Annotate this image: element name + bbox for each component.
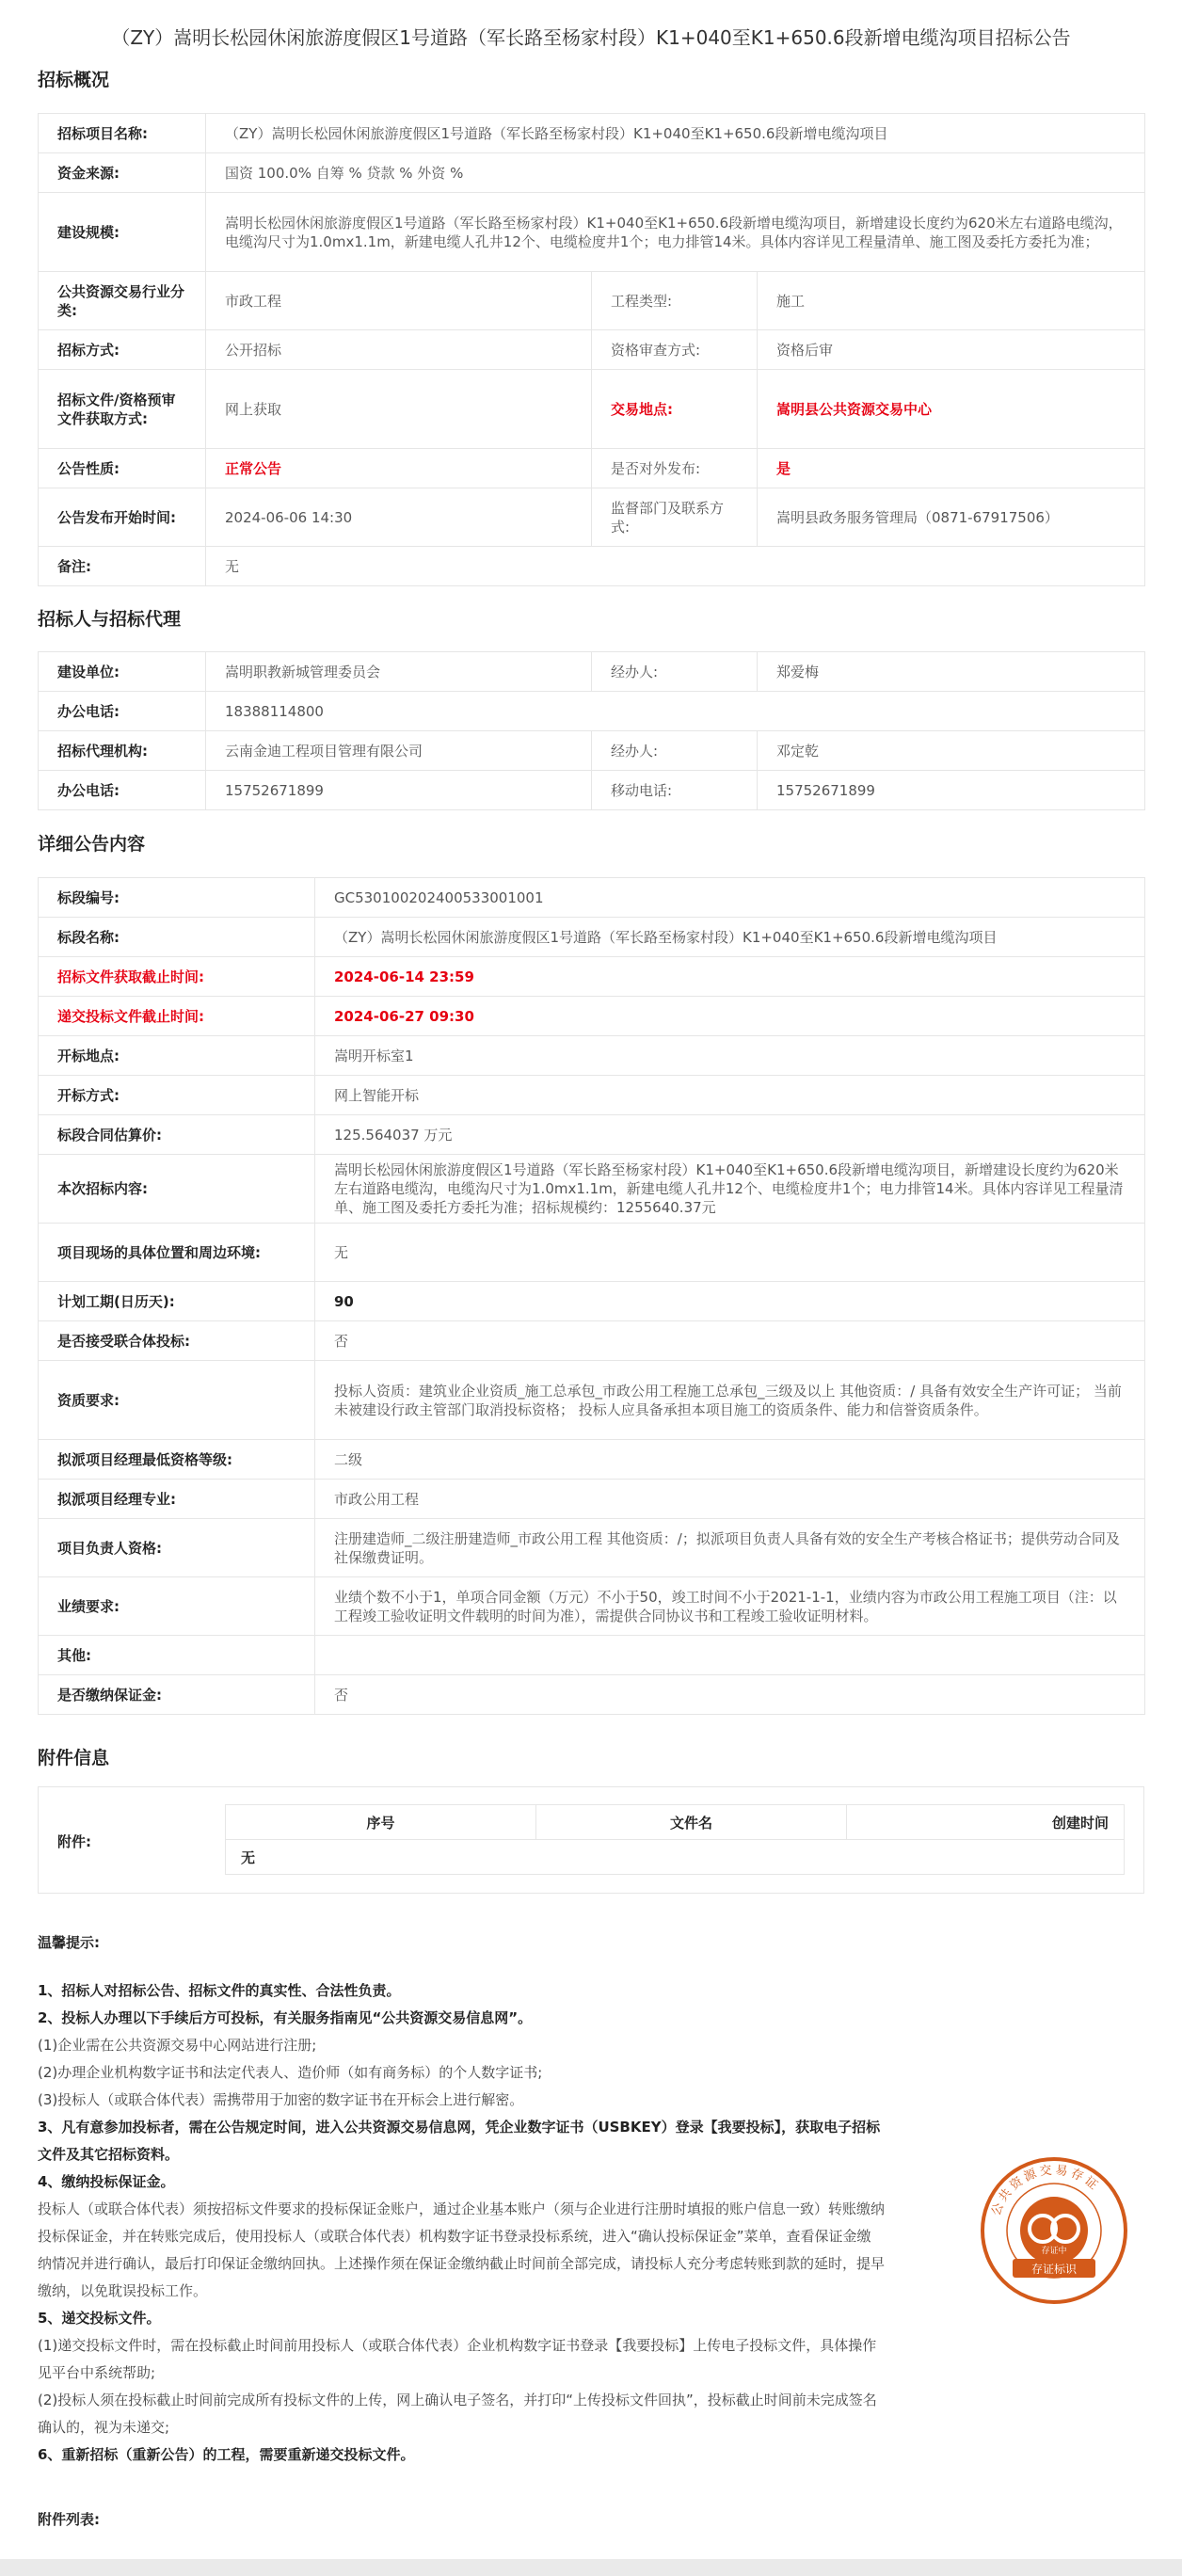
attach-list-label: 附件列表:	[38, 2511, 100, 2528]
detail-value: 网上智能开标	[315, 1076, 1145, 1115]
qual-review-value: 资格后审	[758, 330, 1145, 370]
project-name-value: （ZY）嵩明长松园休闲旅游度假区1号道路（军长路至杨家村段）K1+040至K1+650.6段新增电缆沟项目	[206, 114, 1145, 153]
method-label: 招标方式:	[39, 330, 206, 370]
detail-value: 否	[315, 1675, 1145, 1715]
detail-label: 标段名称:	[39, 918, 315, 957]
qual-review-label: 资格审查方式:	[592, 330, 758, 370]
note-line: (1)递交投标文件时，需在投标截止时间前用投标人（或联合体代表）企业机构数字证书登录【我要投标】上传电子投标文件，具体操作见平台中系统帮助;	[38, 2337, 877, 2381]
detail-value: 90	[315, 1282, 1145, 1321]
detail-label: 开标地点:	[39, 1036, 315, 1076]
detail-row	[39, 878, 1145, 918]
public-value: 是	[758, 449, 1145, 488]
nature-value: 正常公告	[206, 449, 592, 488]
handler-label: 经办人:	[592, 652, 758, 692]
col-time: 创建时间	[847, 1805, 1125, 1840]
detail-label: 其他:	[39, 1636, 315, 1675]
detail-value: 否	[315, 1321, 1145, 1361]
detail-label: 本次招标内容:	[39, 1155, 315, 1224]
detail-label: 标段编号:	[39, 878, 315, 918]
phone-label: 办公电话:	[39, 692, 206, 731]
detail-row	[39, 1224, 1145, 1282]
doc-get-value: 网上获取	[206, 370, 592, 449]
detail-value: 2024-06-14 23:59	[315, 957, 1145, 997]
place-value: 嵩明县公共资源交易中心	[758, 370, 1145, 449]
note-line: 2、投标人办理以下手续后方可投标，有关服务指南见“公共资源交易信息网”。	[38, 2009, 533, 2026]
detail-value: 125.564037 万元	[315, 1115, 1145, 1155]
public-label: 是否对外发布:	[592, 449, 758, 488]
detail-label: 拟派项目经理最低资格等级:	[39, 1440, 315, 1480]
category-label: 公共资源交易行业分类:	[39, 272, 206, 330]
agency-phone-label: 办公电话:	[39, 771, 206, 810]
detail-value: 投标人资质：建筑业企业资质_施工总承包_市政公用工程施工总承包_三级及以上 其他资质：/ 具备有效安全生产许可证； 当前未被建设行政主管部门取消投标资格； 投标人应具备承担本项目施工的资质条件、能力和信誉资质条件。	[315, 1361, 1145, 1440]
builder-value: 嵩明职教新城管理委员会	[206, 652, 592, 692]
detail-label: 资质要求:	[39, 1361, 315, 1440]
detail-row	[39, 1036, 1145, 1076]
seal-ring-text: 公共资源交易存证	[989, 2163, 1103, 2218]
section-heading-overview: 招标概况	[38, 70, 110, 90]
detail-value	[315, 1636, 1145, 1675]
handler-value: 郑爱梅	[758, 652, 1145, 692]
section-heading-attachments: 附件信息	[38, 1748, 110, 1768]
note-line: (2)投标人须在投标截止时间前完成所有投标文件的上传，网上确认电子签名，并打印“上传投标文件回执”，投标截止时间前未完成签名确认的，视为未递交;	[38, 2392, 877, 2436]
detail-row	[39, 1076, 1145, 1115]
agency-handler-value: 邓定乾	[758, 731, 1145, 771]
detail-label: 开标方式:	[39, 1076, 315, 1115]
detail-label: 拟派项目经理专业:	[39, 1480, 315, 1519]
attachment-table	[225, 1804, 1125, 1875]
detail-value: GC5301002024005330​01001	[315, 878, 1145, 918]
pub-time-label: 公告发布开始时间:	[39, 488, 206, 547]
detail-value: 无	[315, 1224, 1145, 1282]
scale-value: 嵩明长松园休闲旅游度假区1号道路（军长路至杨家村段）K1+040至K1+650.6段新增电缆沟项目，新增建设长度约为620米左右道路电缆沟，电缆沟尺寸为1.0mx1.1m，新建电缆人孔井12个、电缆检度井1个；电力排管14米。具体内容详见工程量清单、施工图及委托方委托为准；	[206, 193, 1145, 272]
detail-label: 递交投标文件截止时间:	[39, 997, 315, 1036]
detail-value: 市政公用工程	[315, 1480, 1145, 1519]
phone-value: 18388114800	[206, 692, 1145, 731]
col-name: 文件名	[536, 1805, 847, 1840]
notes	[38, 1929, 885, 2534]
detail-value: 嵩明开标室1	[315, 1036, 1145, 1076]
scale-label: 建设规模:	[39, 193, 206, 272]
detail-row	[39, 1577, 1145, 1636]
pub-time-value: 2024-06-06 14:30	[206, 488, 592, 547]
detail-label: 计划工期(日历天):	[39, 1282, 315, 1321]
remark-label: 备注:	[39, 547, 206, 586]
note-line: 投标人（或联合体代表）须按招标文件要求的投标保证金账户，通过企业基本账户（须与企业进行注册时填报的账户信息一致）转账缴纳投标保证金，并在转账完成后，使用投标人（或联合体代表）机构数字证书登录投标系统，进入“确认投标保证金”菜单，查看保证金缴纳情况并进行确认，最后打印保证金缴纳回执。上述操作须在保证金缴纳截止时间前全部完成，请投标人充分考虑转账到款的延时，提早缴纳，以免耽误投标工作。	[38, 2200, 886, 2299]
note-line: (1)企业需在公共资源交易中心网站进行注册;	[38, 2037, 317, 2054]
note-line: (3)投标人（或联合体代表）需携带用于加密的数字证书在开标会上进行解密。	[38, 2091, 524, 2108]
detail-value: 业绩个数不小于1，单项合同金额（万元）不小于50，竣工时间不小于2021-1-1，业绩内容为市政公用工程施工项目（注：以工程竣工验收证明文件载明的时间为准），需提供合同协议书和工程竣工验收证明材料。	[315, 1577, 1145, 1636]
seal-stamp-icon	[979, 2155, 1129, 2306]
detail-label: 项目现场的具体位置和周边环境:	[39, 1224, 315, 1282]
detail-label: 招标文件获取截止时间:	[39, 957, 315, 997]
detail-row	[39, 1519, 1145, 1577]
col-no: 序号	[226, 1805, 536, 1840]
detail-row	[39, 1115, 1145, 1155]
agency-phone-value: 15752671899	[206, 771, 592, 810]
note-line: 6、重新招标（重新公告）的工程，需要重新递交投标文件。	[38, 2446, 415, 2463]
detail-row	[39, 1480, 1145, 1519]
detail-row	[39, 1440, 1145, 1480]
overview-table	[38, 113, 1145, 586]
detail-value: 注册建造师_二级注册建造师_市政公用工程 其他资质：/；拟派项目负责人具备有效的安全生产考核合格证书；提供劳动合同及社保缴费证明。	[315, 1519, 1145, 1577]
note-line: 5、递交投标文件。	[38, 2310, 161, 2327]
tenderer-table	[38, 651, 1145, 810]
eng-type-label: 工程类型:	[592, 272, 758, 330]
detail-row	[39, 918, 1145, 957]
builder-label: 建设单位:	[39, 652, 206, 692]
method-value: 公开招标	[206, 330, 592, 370]
detail-row	[39, 1155, 1145, 1224]
detail-label: 标段合同估算价:	[39, 1115, 315, 1155]
section-heading-details: 详细公告内容	[38, 834, 146, 855]
detail-row	[39, 1321, 1145, 1361]
detail-label: 是否接受联合体投标:	[39, 1321, 315, 1361]
supervisor-label: 监督部门及联系方式:	[592, 488, 758, 547]
detail-value: （ZY）嵩明长松园休闲旅游度假区1号道路（军长路至杨家村段）K1+040至K1+650.6段新增电缆沟项目	[315, 918, 1145, 957]
detail-row	[39, 1636, 1145, 1675]
agency-value: 云南金迪工程项目管理有限公司	[206, 731, 592, 771]
attachment-empty: 无	[226, 1840, 1125, 1875]
bottom-bar	[0, 2559, 1182, 2576]
detail-label: 项目负责人资格:	[39, 1519, 315, 1577]
mobile-label: 移动电话:	[592, 771, 758, 810]
attachment-box	[38, 1786, 1144, 1894]
agency-label: 招标代理机构:	[39, 731, 206, 771]
details-table	[38, 877, 1145, 1715]
seal-bottom-text: 存证标识	[1030, 2263, 1078, 2276]
note-line: 4、缴纳投标保证金。	[38, 2173, 175, 2190]
category-value: 市政工程	[206, 272, 592, 330]
project-name-label: 招标项目名称:	[39, 114, 206, 153]
remark-value: 无	[206, 547, 1145, 586]
detail-row	[39, 1675, 1145, 1715]
detail-row	[39, 997, 1145, 1036]
section-heading-tenderer: 招标人与招标代理	[38, 609, 182, 630]
fund-label: 资金来源:	[39, 153, 206, 193]
mobile-value: 15752671899	[758, 771, 1145, 810]
detail-value: 2024-06-27 09:30	[315, 997, 1145, 1036]
detail-label: 业绩要求:	[39, 1577, 315, 1636]
detail-label: 是否缴纳保证金:	[39, 1675, 315, 1715]
detail-row	[39, 957, 1145, 997]
eng-type-value: 施工	[758, 272, 1145, 330]
detail-row	[39, 1361, 1145, 1440]
note-line: 3、凡有意参加投标者，需在公告规定时间，进入公共资源交易信息网，凭企业数字证书（USBKEY）登录【我要投标】，获取电子招标文件及其它招标资料。	[38, 2119, 881, 2163]
page-title: （ZY）嵩明长松园休闲旅游度假区1号道路（军长路至杨家村段）K1+040至K1+650.6段新增电缆沟项目招标公告	[111, 26, 1071, 49]
doc-get-label: 招标文件/资格预审文件获取方式:	[39, 370, 206, 449]
detail-value: 嵩明长松园休闲旅游度假区1号道路（军长路至杨家村段）K1+040至K1+650.6段新增电缆沟项目，新增建设长度约为620米左右道路电缆沟，电缆沟尺寸为1.0mx1.1m，新建电缆人孔井12个、电缆检度井1个；电力排管14米。具体内容详见工程量清单、施工图及委托方委托为准；招标规模约：1255640.37元	[315, 1155, 1145, 1224]
supervisor-value: 嵩明县政务服务管理局（0871-67917506）	[758, 488, 1145, 547]
seal-top-text: 存证中	[1041, 2247, 1067, 2256]
fund-value: 国资 100.0% 自筹 % 贷款 % 外资 %	[206, 153, 1145, 193]
attachment-label: 附件:	[57, 1833, 91, 1850]
note-line: (2)办理企业机构数字证书和法定代表人、造价师（如有商务标）的个人数字证书;	[38, 2064, 543, 2081]
nature-label: 公告性质:	[39, 449, 206, 488]
notes-heading: 温馨提示:	[38, 1934, 100, 1951]
place-label: 交易地点:	[592, 370, 758, 449]
detail-row	[39, 1282, 1145, 1321]
note-line: 1、招标人对招标公告、招标文件的真实性、合法性负责。	[38, 1982, 401, 1999]
agency-handler-label: 经办人:	[592, 731, 758, 771]
detail-value: 二级	[315, 1440, 1145, 1480]
